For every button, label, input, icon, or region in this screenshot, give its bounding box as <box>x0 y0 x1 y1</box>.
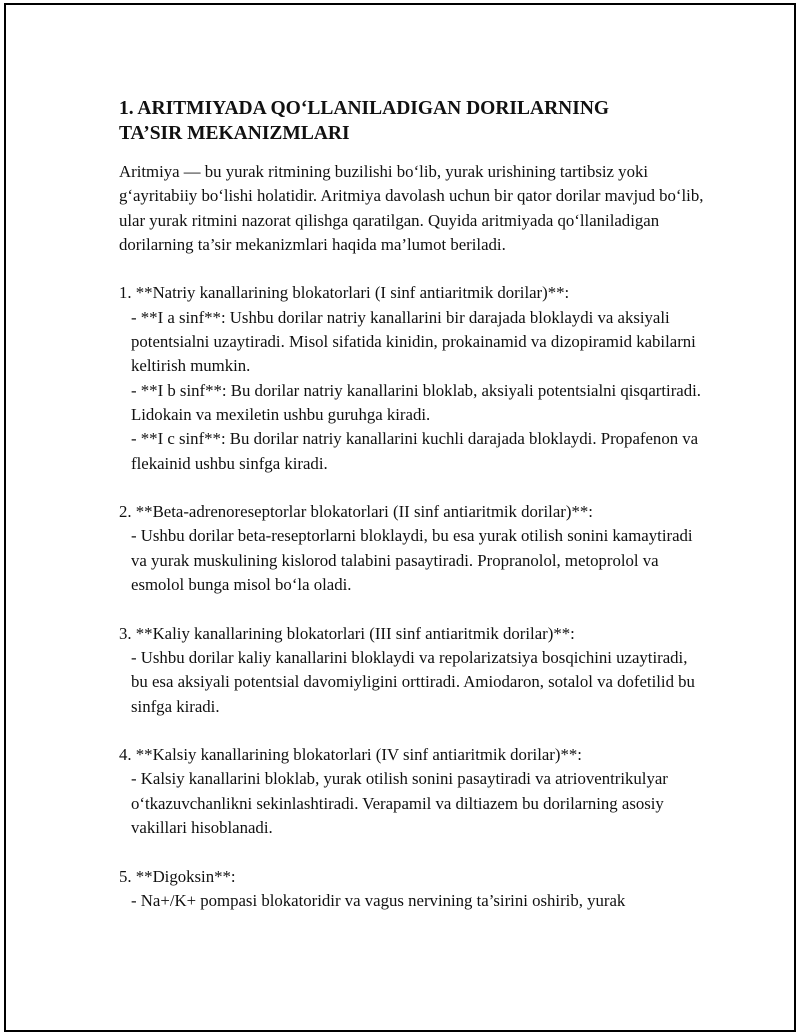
paragraph-gap <box>119 597 704 621</box>
section-2-heading: 2. **Beta-adrenoreseptorlar blokatorlari (II sinf antiaritmik dorilar)**: <box>119 502 593 522</box>
section-3-body: - Ushbu dorilar kaliy kanallarini bloklaydi va repolarizatsiya bosqichini uzaytiradi, bu esa aksiyali potentsial davomiyligini orttiradi. Amiodaron, sotalol va dofetilid bu sinfga kiradi. <box>131 647 695 716</box>
paragraph-gap <box>119 257 704 281</box>
section-4-body: - Kalsiy kanallarini bloklab, yurak otilish sonini pasaytiradi va atrioventrikulyar o‘tkazuvchanlikni sekinlashtiradi. Verapamil va diltiazem bu dorilarning asosiy vakillari hisoblanadi. <box>131 769 668 838</box>
document-body <box>119 96 704 913</box>
section-4-heading: 4. **Kalsiy kanallarining blokatorlari (IV sinf antiaritmik dorilar)**: <box>119 745 582 765</box>
section-1-item-a: - **I a sinf**: Ushbu dorilar natriy kanallarini bir darajada bloklaydi va aksiyali potentsialni uzaytiradi. Misol sifatida kinidin, prokainamid va dizopiramid kabilarni keltirish mumkin. <box>131 307 696 376</box>
paragraph-gap <box>119 719 704 743</box>
document-title <box>119 96 704 146</box>
title-line-1: 1. ARITMIYADA QO‘LLANILADIGAN DORILARNING <box>119 98 610 119</box>
section-1-heading: 1. **Natriy kanallarining blokatorlari (I sinf antiaritmik dorilar)**: <box>119 283 570 303</box>
section-1-item-b: - **I b sinf**: Bu dorilar natriy kanallarini bloklab, aksiyali potentsialni qisqartiradi. Lidokain va mexiletin ushbu guruhga kiradi. <box>131 380 701 424</box>
title-line-2: TA’SIR MEKANIZMLARI <box>119 123 350 144</box>
document-page <box>4 3 796 1032</box>
paragraph-gap <box>119 840 704 864</box>
section-1-item-c: - **I c sinf**: Bu dorilar natriy kanallarini kuchli darajada bloklaydi. Propafenon va flekainid ushbu sinfga kiradi. <box>131 429 699 473</box>
section-2-body: - Ushbu dorilar beta-reseptorlarni bloklaydi, bu esa yurak otilish sonini kamaytiradi va yurak muskulining kislorod talabini pasaytiradi. Propranolol, metoprolol va esmolol bunga misol bo‘la oladi. <box>131 526 693 595</box>
section-5-heading: 5. **Digoksin**: <box>119 866 236 886</box>
section-3-heading: 3. **Kaliy kanallarining blokatorlari (III sinf antiaritmik dorilar)**: <box>119 623 575 643</box>
section-5-body: - Na+/K+ pompasi blokatoridir va vagus nervining ta’sirini oshirib, yurak <box>131 890 626 910</box>
intro-paragraph: Aritmiya — bu yurak ritmining buzilishi bo‘lib, yurak urishining tartibsiz yoki g‘ayritabiiy bo‘lishi holatidir. Aritmiya davolash uchun bir qator dorilar mavjud bo‘lib, ular yurak ritmini nazorat qilishga qaratilgan. Quyida aritmiyada qo‘llaniladigan dorilarning ta’sir mekanizmlari haqida ma’lumot beriladi. <box>119 162 704 254</box>
paragraph-gap <box>119 476 704 500</box>
